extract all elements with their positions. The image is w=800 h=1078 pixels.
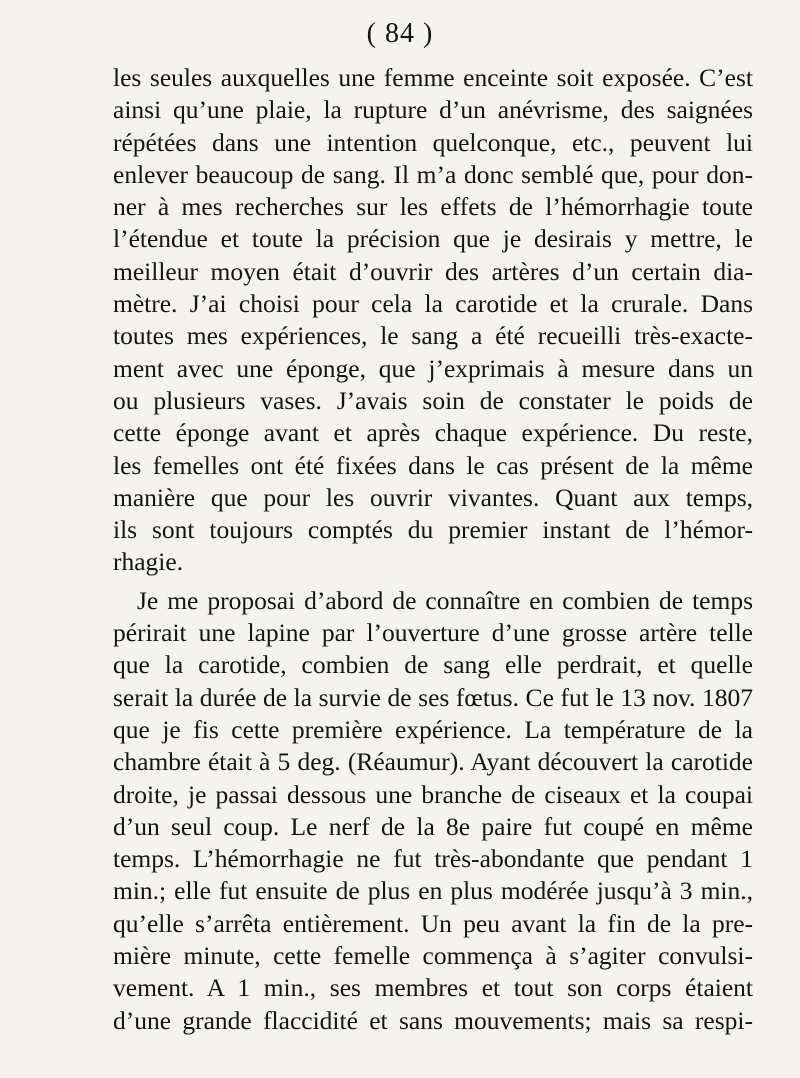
text-line: ainsi qu’une plaie, la rupture d’un anévrisme, des saignées <box>113 95 753 125</box>
text-line: serait la durée de la survie de ses fœtus. Ce fut le 13 nov. 1807 <box>113 682 753 712</box>
body-text <box>113 62 753 1037</box>
paragraph-2 <box>113 585 753 1037</box>
text-line: droite, je passai dessous une branche de ciseaux et la coupai <box>113 779 753 809</box>
text-line: toutes mes expériences, le sang a été recueilli très-exacte- <box>113 321 753 351</box>
text-line: ils sont toujours comptés du premier instant de l’hémor- <box>113 515 753 545</box>
page-number: ( 84 ) <box>366 18 434 49</box>
text-line: que je fis cette première expérience. La température de la <box>113 714 753 744</box>
text-line: que la carotide, combien de sang elle perdrait, et quelle <box>113 650 753 680</box>
text-line: enlever beaucoup de sang. Il m’a donc semblé que, pour don- <box>113 159 753 189</box>
text-line: ou plusieurs vases. J’avais soin de constater le poids de <box>113 385 753 415</box>
text-line: vement. A 1 min., ses membres et tout son corps étaient <box>113 973 753 1003</box>
text-line: les femelles ont été fixées dans le cas présent de la même <box>113 450 753 480</box>
text-line: rhagie. <box>113 547 184 577</box>
text-line: ner à mes recherches sur les effets de l’hémorrhagie toute <box>113 192 753 222</box>
text-line: périrait une lapine par l’ouverture d’une grosse artère telle <box>113 618 753 648</box>
text-line: ment avec une éponge, que j’exprimais à mesure dans un <box>113 353 753 383</box>
text-line: meilleur moyen était d’ouvrir des artères d’un certain dia- <box>113 256 753 286</box>
text-line: d’une grande flaccidité et sans mouvements; mais sa respi- <box>113 1005 753 1035</box>
text-line: mière minute, cette femelle commença à s’agiter convulsi- <box>113 941 753 971</box>
text-line: répétées dans une intention quelconque, etc., peuvent lui <box>113 127 753 157</box>
text-line: qu’elle s’arrêta entièrement. Un peu avant la fin de la pre- <box>113 908 753 938</box>
text-line: d’un seul coup. Le nerf de la 8e paire fut coupé en même <box>113 811 753 841</box>
text-line: Je me proposai d’abord de connaître en combien de temps <box>137 585 753 615</box>
text-line: mètre. J’ai choisi pour cela la carotide et la crurale. Dans <box>113 289 753 319</box>
paragraph-1 <box>113 62 753 579</box>
text-line: chambre était à 5 deg. (Réaumur). Ayant découvert la carotide <box>113 747 753 777</box>
text-line: cette éponge avant et après chaque expérience. Du reste, <box>113 418 753 448</box>
text-line: manière que pour les ouvrir vivantes. Quant aux temps, <box>113 482 753 512</box>
text-line: min.; elle fut ensuite de plus en plus modérée jusqu’à 3 min., <box>113 876 753 906</box>
text-line: les seules auxquelles une femme enceinte soit exposée. C’est <box>113 63 753 92</box>
text-line: l’étendue et toute la précision que je desirais y mettre, le <box>113 224 753 254</box>
text-line: temps. L’hémorrhagie ne fut très-abondante que pendant 1 <box>113 844 753 874</box>
